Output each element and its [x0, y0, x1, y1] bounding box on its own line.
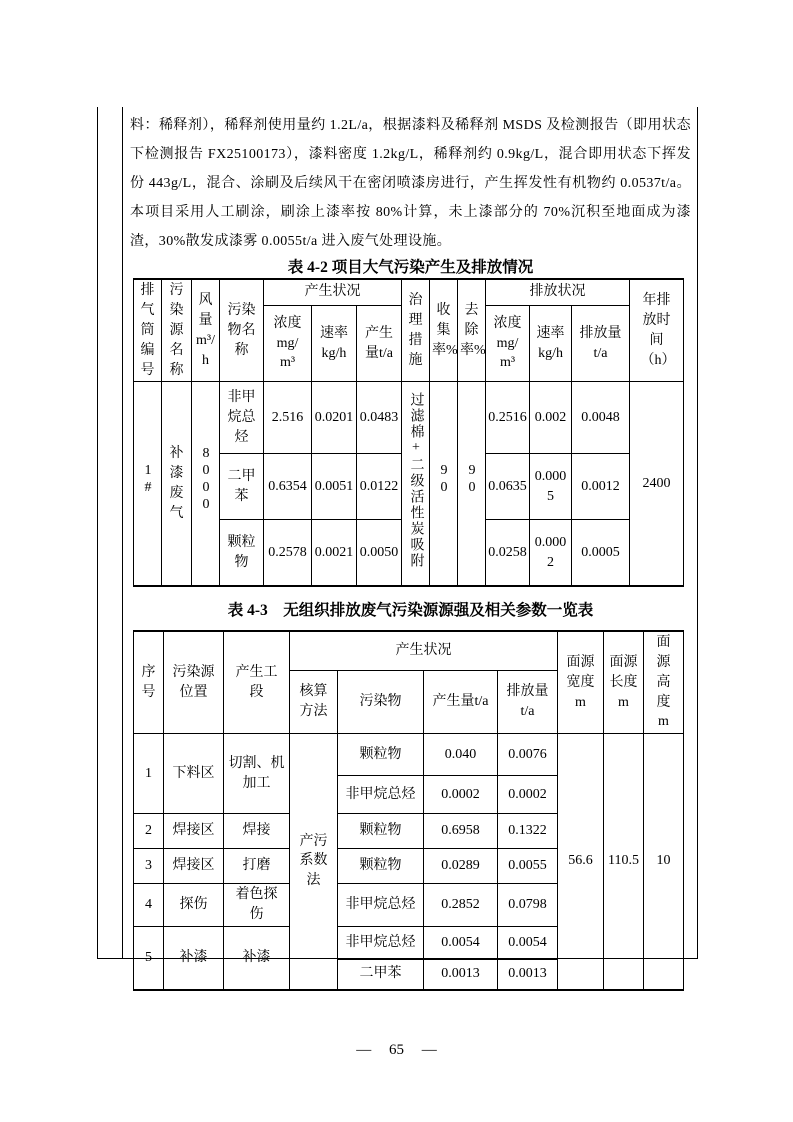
cell-stage-3: 打磨: [224, 849, 290, 884]
stage-label: 产生工段: [235, 664, 278, 700]
cell-collection-rate: [430, 382, 458, 586]
content-frame: [97, 107, 698, 982]
cell-gen-amount: 0.0054: [424, 927, 498, 960]
cell-stage-1: 切割、机加工: [224, 734, 290, 814]
cell-stage-4: [224, 884, 290, 927]
cell-gen-amount-1: 0.0122: [357, 454, 402, 520]
air-volume-value: 8000: [198, 446, 214, 515]
cell-gen-rate-1: 0.0051: [312, 454, 357, 520]
col-header-emission: 排放状况: [486, 279, 630, 305]
col-header-pollutant: 污染物: [338, 670, 424, 733]
cell-gen-amount: 0.6958: [424, 814, 498, 849]
cell-emit-amount: 0.0013: [498, 960, 558, 990]
area-length-label: 面源长度m: [609, 654, 638, 710]
cell-emit-amount: 0.1322: [498, 814, 558, 849]
cell-pollutant: 颗粒物: [338, 734, 424, 776]
cell-gen-amount: 0.040: [424, 734, 498, 776]
emit-amount-label: 排放量t/a: [506, 684, 549, 720]
col-header-annual-hours: [630, 279, 684, 382]
cell-treatment: [402, 382, 430, 586]
cell-stage-5: 补漆: [224, 927, 290, 990]
col-header-generation: 产生状况: [264, 279, 402, 305]
cell-stage-2: 焊接: [224, 814, 290, 849]
col-header-emit-amount: [498, 670, 558, 733]
intro-paragraph: 料：稀释剂），稀释剂使用量约 1.2L/a，根据漆料及稀释剂 MSDS 及检测报告（即用状态下检测报告 FX25100173），漆料密度 1.2kg/L，稀释剂约 0.9kg/L，混合即用状态下挥发份 443g/L，混合、涂刷及后续风干在密闭喷漆房进行，产生挥发性有机物约 0.0537t/a。本项目采用人工刷涂，刷涂上漆率按 80%计算，未上漆部分的 70%沉积至地面成为漆渣，30%散发成漆雾 0.0055t/a 进入废气处理设施。: [130, 118, 691, 249]
frame-left-column: [98, 107, 123, 958]
cell-gen-amount: 0.0289: [424, 849, 498, 884]
cell-no-3: 3: [134, 849, 164, 884]
cell-air-volume: [192, 382, 220, 586]
col-header-area-height: [644, 631, 684, 734]
cell-emit-amount: 0.0076: [498, 734, 558, 776]
col-header-gen-concentration: [264, 305, 312, 382]
cell-pollutant-0: 非甲烷总烃: [220, 382, 264, 454]
cell-area-height: 10: [644, 734, 684, 990]
cell-emit-amount-2: 0.0005: [572, 520, 630, 586]
cell-area-length: 110.5: [604, 734, 644, 990]
content-area: [123, 107, 698, 982]
cell-location-2: 焊接区: [164, 814, 224, 849]
cell-annual-hours: 2400: [630, 382, 684, 586]
gen-conc-label: 浓度mg/m³: [273, 315, 302, 371]
cell-no-5: 5: [134, 927, 164, 990]
cell-location-3: 焊接区: [164, 849, 224, 884]
col-header-area-length: [604, 631, 644, 734]
area-width-label: 面源宽度m: [566, 654, 595, 710]
cell-pollutant-1: 二甲苯: [220, 454, 264, 520]
cell-emit-conc-1: 0.0635: [486, 454, 530, 520]
annual-hours-label: 年排放时间（h）: [640, 292, 676, 368]
col-header-pollutant-name: 污染物名称: [220, 279, 264, 382]
table-row: [134, 382, 684, 454]
cell-pollutant: 颗粒物: [338, 849, 424, 884]
table-row: [134, 734, 684, 776]
col-header-source-name: 污染源名称: [162, 279, 192, 382]
cell-gen-amount-0: 0.0483: [357, 382, 402, 454]
cell-emit-amount-0: 0.0048: [572, 382, 630, 454]
col-header-area-width: [558, 631, 604, 734]
method-label: 核算方法: [299, 684, 328, 720]
cell-gen-amount: 0.2852: [424, 884, 498, 927]
cell-pollutant: 非甲烷总烃: [338, 927, 424, 960]
cell-source-name: 补漆废气: [162, 382, 192, 586]
cell-emit-rate-2: 0.0002: [530, 520, 572, 586]
cell-gen-conc-0: 2.516: [264, 382, 312, 454]
col-header-stage: [224, 631, 290, 734]
cell-method: [290, 734, 338, 990]
table-header-row: [134, 631, 684, 671]
cell-emit-rate-0: 0.002: [530, 382, 572, 454]
table-4-3-title: 表 4-3 无组织排放废气污染源源强及相关参数一览表: [227, 601, 594, 619]
table-4-3: [133, 630, 684, 991]
cell-no-1: 1: [134, 734, 164, 814]
col-header-no: 序号: [134, 631, 164, 734]
cell-emit-amount: 0.0798: [498, 884, 558, 927]
col-header-gen-amount: 产生量t/a: [357, 305, 402, 382]
col-header-location: [164, 631, 224, 734]
cell-gen-amount: 0.0013: [424, 960, 498, 990]
collection-rate-value: 90: [436, 463, 452, 498]
col-header-gen-rate: [312, 305, 357, 382]
col-header-emit-amount: [572, 305, 630, 382]
col-header-emit-rate: [530, 305, 572, 382]
cell-emit-conc-0: 0.2516: [486, 382, 530, 454]
col-header-removal-rate: 去除率%: [458, 279, 486, 382]
table-4-2: [133, 278, 684, 587]
cell-gen-rate-2: 0.0021: [312, 520, 357, 586]
col-header-air-volume: 风量m³/h: [192, 279, 220, 382]
emit-amount-label: 排放量t/a: [579, 325, 622, 361]
cell-emit-amount: 0.0002: [498, 776, 558, 814]
table-4-2-title: 表 4-2 项目大气污染产生及排放情况: [287, 259, 534, 276]
area-height-label: 面源高度m: [656, 634, 671, 730]
location-label: 污染源位置: [172, 664, 215, 700]
cell-emit-amount: 0.0054: [498, 927, 558, 960]
col-header-stack-id: 排气筒编号: [134, 279, 162, 382]
col-header-method: [290, 670, 338, 733]
col-header-emit-concentration: [486, 305, 530, 382]
removal-rate-value: 90: [464, 463, 480, 498]
gen-rate-label: 速率kg/h: [320, 325, 348, 361]
cell-emit-conc-2: 0.0258: [486, 520, 530, 586]
col-header-collection-rate: 收集率%: [430, 279, 458, 382]
cell-pollutant: 非甲烷总烃: [338, 884, 424, 927]
cell-gen-conc-1: 0.6354: [264, 454, 312, 520]
col-header-gen-amount: 产生量t/a: [424, 670, 498, 733]
cell-gen-amount-2: 0.0050: [357, 520, 402, 586]
cell-removal-rate: [458, 382, 486, 586]
cell-location-1: 下料区: [164, 734, 224, 814]
cell-no-4: 4: [134, 884, 164, 927]
cell-emit-amount: 0.0055: [498, 849, 558, 884]
method-value: 产污系数法: [299, 833, 328, 889]
emit-conc-label: 浓度mg/m³: [493, 315, 522, 371]
cell-pollutant-2: 颗粒物: [220, 520, 264, 586]
cell-emit-amount-1: 0.0012: [572, 454, 630, 520]
cell-emit-rate-1: 0.0005: [530, 454, 572, 520]
stack-id-value: 1#: [140, 463, 156, 498]
table-header-row: [134, 279, 684, 305]
col-header-treatment: 治理措施: [402, 279, 430, 382]
page-number: — 65 —: [356, 1042, 437, 1058]
cell-pollutant: 非甲烷总烃: [338, 776, 424, 814]
cell-gen-rate-0: 0.0201: [312, 382, 357, 454]
col-header-generation: 产生状况: [290, 631, 558, 671]
cell-gen-conc-2: 0.2578: [264, 520, 312, 586]
cell-pollutant: 颗粒物: [338, 814, 424, 849]
cell-gen-amount: 0.0002: [424, 776, 498, 814]
cell-location-5: 补漆: [164, 927, 224, 990]
emit-rate-label: 速率kg/h: [536, 325, 565, 361]
stage-value: 着色探伤: [235, 887, 278, 923]
cell-area-width: 56.6: [558, 734, 604, 990]
cell-stack-id: [134, 382, 162, 586]
cell-location-4: 探伤: [164, 884, 224, 927]
treatment-value: 过滤棉+二级活性炭吸附: [408, 391, 424, 569]
cell-no-2: 2: [134, 814, 164, 849]
cell-pollutant: 二甲苯: [338, 960, 424, 990]
